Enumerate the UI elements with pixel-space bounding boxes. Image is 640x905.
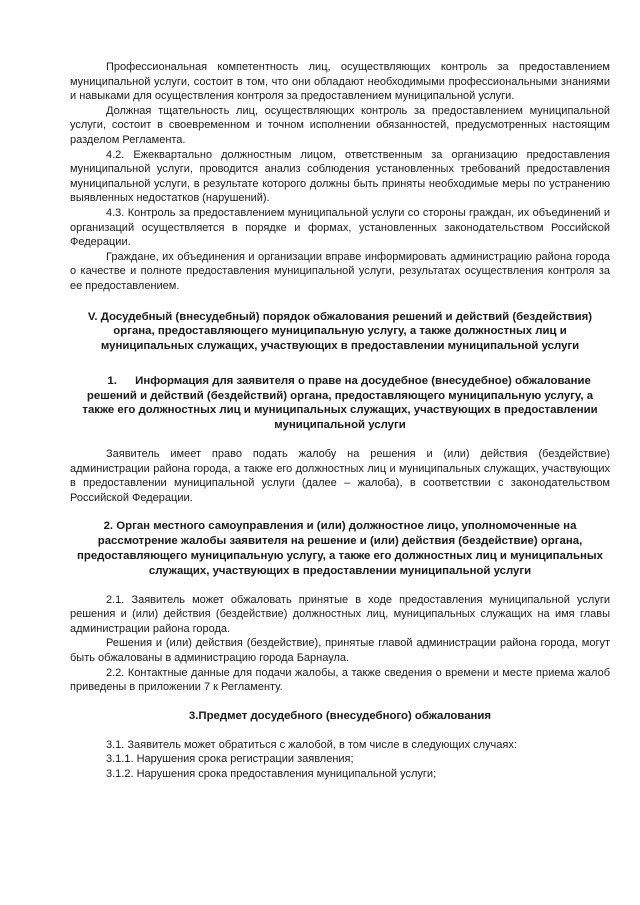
subsection-2-heading: 2. Орган местного самоуправления и (или) должностное лицо, уполномоченные на рассмотрение жалобы заявителя на решение и (или) действия (бездействие) органа, предоставляющего муниципальную услугу, а также его должностных лиц и муниципальных служащих, участвующих в предоставлении муниципальной услуги bbox=[77, 520, 603, 577]
spacer bbox=[70, 505, 610, 519]
paragraph-4-3: 4.3. Контроль за предоставлением муниципальной услуги со стороны граждан, их объединений и организаций осуществляется в порядке и формах, установленных законодательством Российской Федерации. bbox=[70, 206, 610, 249]
spacer bbox=[70, 354, 610, 374]
spacer bbox=[70, 724, 610, 738]
paragraph-head-decisions: Решения и (или) действия (бездействие), принятые главой администрации района города, могут быть обжалованы в администрацию города Барнаула. bbox=[70, 637, 610, 665]
paragraph-competence: Профессиональная компетентность лиц, осуществляющих контроль за предоставлением муниципальной услуги, состоит в том, что они обладают необходимыми профессиональными знаниями и навыками для осуществления контроля за предоставлением муниципальной услуги. bbox=[70, 61, 610, 103]
spacer bbox=[70, 579, 610, 593]
paragraph-2-2: 2.2. Контактные данные для подачи жалобы, а также сведения о времени и месте приема жалоб приведены в приложении 7 к Регламенту. bbox=[70, 666, 610, 694]
subsection-1-number: 1. bbox=[107, 374, 117, 387]
spacer bbox=[70, 695, 610, 709]
paragraph-complaint-right: Заявитель имеет право подать жалобу на решения и (или) действия (бездействие) администрации района города, а также его должностных лиц и муниципальных служащих, участвующих в предоставлении муниципальной услуги (далее – жалоба), в соответствии с законодательством Российской Федерации. bbox=[70, 448, 610, 504]
subsection-1-title: Информация для заявителя о праве на досудебное (внесудебное) обжалование решений и действий (бездействий) органа, предоставляющего муниципальную услугу, а также его должностных лиц и муниципальных служащих, участвующих в предоставлении муниципальной услуги bbox=[82, 374, 598, 432]
list-item-3-1: 3.1. Заявитель может обратиться с жалобой, в том числе в следующих случаях: bbox=[106, 738, 517, 751]
section-5-heading: V. Досудебный (внесудебный) порядок обжалования решений и действий (бездействия) органа, предоставляющего муниципальную услугу, а также должностных лиц и муниципальных служащих, участвующих в предоставлении муниципальной услуги bbox=[87, 310, 593, 353]
spacer bbox=[70, 294, 610, 310]
spacer bbox=[70, 433, 610, 447]
paragraph-2-1: 2.1. Заявитель может обжаловать принятые в ходе предоставления муниципальной услуги решения и (или) действия (бездействие) должностных лиц, муниципальных служащих на имя главы администрации района города. bbox=[70, 593, 610, 635]
list-item-3-1-1: 3.1.1. Нарушения срока регистрации заявления; bbox=[106, 753, 354, 766]
document-body bbox=[70, 60, 610, 781]
subsection-3-heading: 3.Предмет досудебного (внесудебного) обжалования bbox=[188, 709, 492, 722]
paragraph-diligence: Должная тщательность лиц, осуществляющих контроль за предоставлением муниципальной услуги, состоит в своевременном и точном исполнении обязанностей, предусмотренных настоящим разделом Регламента. bbox=[70, 104, 610, 146]
list-item-3-1-2: 3.1.2. Нарушения срока предоставления муниципальной услуги; bbox=[106, 767, 437, 780]
subsection-1-heading bbox=[70, 374, 610, 433]
paragraph-4-2: 4.2. Ежеквартально должностным лицом, ответственным за организацию предоставления муниципальной услуги, проводится анализ соблюдения установленных требований предоставления муниципальной услуги, в результате которого должны быть приняты необходимые меры по устранению выявленных недостатков (нарушений). bbox=[70, 148, 610, 205]
paragraph-citizens: Граждане, их объединения и организации вправе информировать администрацию района города о качестве и полноте предоставления муниципальной услуги, результатах осуществления контроля за ее предоставлением. bbox=[70, 250, 610, 292]
